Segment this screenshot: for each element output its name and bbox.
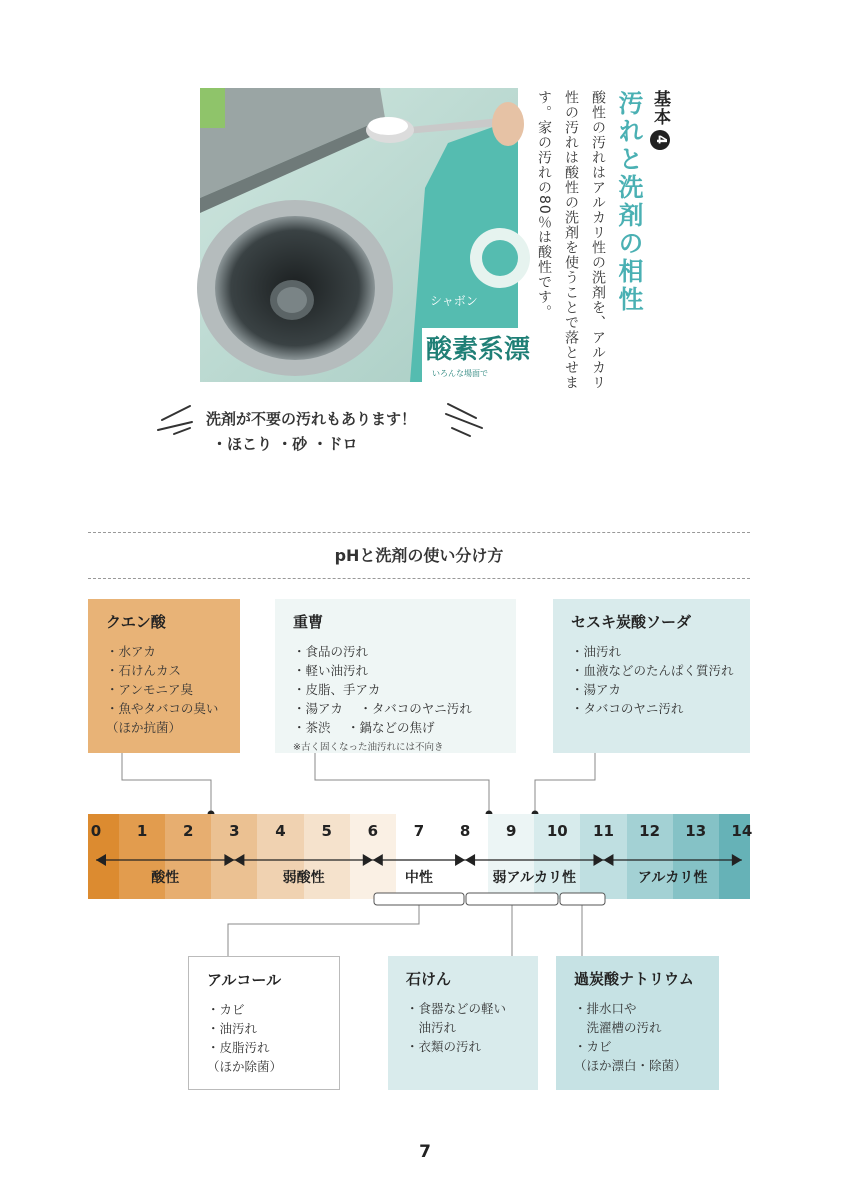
ph-tick-label: 2 xyxy=(183,822,194,840)
box-item: 油汚れ xyxy=(406,1020,457,1035)
box-item: ・皮脂、手アカ xyxy=(293,682,381,697)
box-title: アルコール xyxy=(207,971,282,989)
ph-tick-label: 1 xyxy=(136,822,148,840)
box-item: ・血液などのたんぱく質汚れ xyxy=(571,663,734,678)
ph-tick-label: 4 xyxy=(275,822,286,840)
section-kicker xyxy=(648,90,673,150)
ph-range-arrowhead xyxy=(96,854,106,866)
ph-tick-label: 9 xyxy=(505,822,517,840)
box-item: ・油汚れ xyxy=(571,644,622,659)
box-title: 重曹 xyxy=(293,613,324,631)
divider-top xyxy=(88,532,750,533)
ph-range-label: アルカリ性 xyxy=(637,870,708,886)
box-item: ・茶渋 ・鍋などの焦げ xyxy=(293,720,435,735)
ph-tick-label: 14 xyxy=(731,822,753,840)
ph-range-label: 中性 xyxy=(404,870,433,886)
box-item: ・油汚れ xyxy=(207,1021,258,1036)
box-item: ・アンモニア臭 xyxy=(106,682,194,697)
ph-range-arrowhead xyxy=(593,854,603,866)
box-item: ・カビ xyxy=(207,1002,245,1017)
ph-tick-label: 7 xyxy=(413,822,425,840)
ph-tick-label: 3 xyxy=(229,822,240,840)
ph-range-arrowhead xyxy=(455,854,465,866)
box-item: ・排水口や xyxy=(574,1001,637,1016)
ph-tick-label: 5 xyxy=(321,822,332,840)
box-item: ・石けんカス xyxy=(106,663,182,678)
box-title: 過炭酸ナトリウム xyxy=(574,970,694,988)
ph-range-label: 弱酸性 xyxy=(282,870,325,886)
package-brand: シャボン xyxy=(430,294,478,308)
divider-bottom xyxy=(88,578,750,579)
box-items xyxy=(406,999,520,1056)
box-item: （ほか除菌） xyxy=(207,1059,283,1074)
intro-text: 酸性の汚れはアルカリ性の洗剤を、アルカリ性の汚れは酸性の洗剤を使うことで落とせます。家の汚れの80％は酸性です。 xyxy=(536,90,606,390)
ph-tick-label: 10 xyxy=(546,822,568,840)
ph-tick-label: 8 xyxy=(459,822,471,840)
sink-photo xyxy=(200,88,531,382)
package-sub: いろんな場面で xyxy=(432,369,488,378)
box-item: ・食品の汚れ xyxy=(293,644,369,659)
ph-scale xyxy=(88,814,753,899)
ph-range-arrowhead xyxy=(234,854,244,866)
box-item: ・皮脂汚れ xyxy=(207,1040,270,1055)
box-soap xyxy=(388,956,538,1090)
box-item: ・魚やタバコの臭い xyxy=(106,701,219,716)
emphasis-marks-right xyxy=(440,400,490,440)
box-item: ・湯アカ xyxy=(571,682,621,697)
kicker-label: 基本 xyxy=(650,90,670,126)
ph-range-arrowhead xyxy=(732,854,742,866)
ph-tick-label: 6 xyxy=(367,822,378,840)
box-item: ・湯アカ ・タバコのヤニ汚れ xyxy=(293,701,472,716)
box-item: （ほか漂白・除菌） xyxy=(574,1058,687,1073)
box-note: ※古く固くなった油汚れには不向き xyxy=(293,742,444,753)
box-item: ・軽い油汚れ xyxy=(293,663,369,678)
note-heading: 洗剤が不要の汚れもあります！ xyxy=(206,410,417,428)
box-items xyxy=(207,1000,321,1076)
box-items xyxy=(571,642,732,718)
ph-range-arrowhead xyxy=(465,854,475,866)
box-alcohol xyxy=(188,956,340,1090)
box-title: クエン酸 xyxy=(106,613,166,631)
box-item: ・タバコのヤニ汚れ xyxy=(571,701,684,716)
ph-range-arrowhead xyxy=(603,854,613,866)
page-number: 7 xyxy=(419,1142,431,1162)
ph-tick-label: 0 xyxy=(90,822,102,840)
ph-tick-label: 13 xyxy=(685,822,707,840)
ph-tick-label: 11 xyxy=(593,822,614,840)
ph-range-arrowhead xyxy=(224,854,234,866)
ph-range-arrowhead xyxy=(373,854,383,866)
box-item: ・衣類の汚れ xyxy=(406,1039,482,1054)
box-title: セスキ炭酸ソーダ xyxy=(571,613,692,631)
emphasis-marks-left xyxy=(150,400,200,440)
box-title: 石けん xyxy=(406,970,452,988)
box-item: ・水アカ xyxy=(106,644,156,659)
note-items: ・ほこり ・砂 ・ドロ xyxy=(212,435,358,453)
box-baking-soda xyxy=(275,599,516,753)
box-items xyxy=(293,642,498,737)
section-title: pHと洗剤の使い分け方 xyxy=(334,546,504,565)
box-item: 洗濯槽の汚れ xyxy=(574,1020,662,1035)
box-item: ・食器などの軽い xyxy=(406,1001,507,1016)
ph-range-label: 酸性 xyxy=(151,870,180,886)
box-sesqui-soda xyxy=(553,599,750,753)
box-items xyxy=(574,999,701,1075)
box-sodium-percarbonate xyxy=(556,956,719,1090)
box-item: （ほか抗菌） xyxy=(106,720,182,735)
box-item: ・カビ xyxy=(574,1039,612,1054)
box-items xyxy=(106,642,222,737)
kicker-number: 4 xyxy=(650,130,670,150)
ph-range-arrowhead xyxy=(363,854,373,866)
package-label: 酸素系漂 xyxy=(426,335,531,365)
ph-range-label: 弱アルカリ性 xyxy=(492,870,576,886)
ph-tick-label: 12 xyxy=(639,822,661,840)
box-citric-acid xyxy=(88,599,240,753)
page-title: 汚れと洗剤の相性 xyxy=(615,90,644,314)
